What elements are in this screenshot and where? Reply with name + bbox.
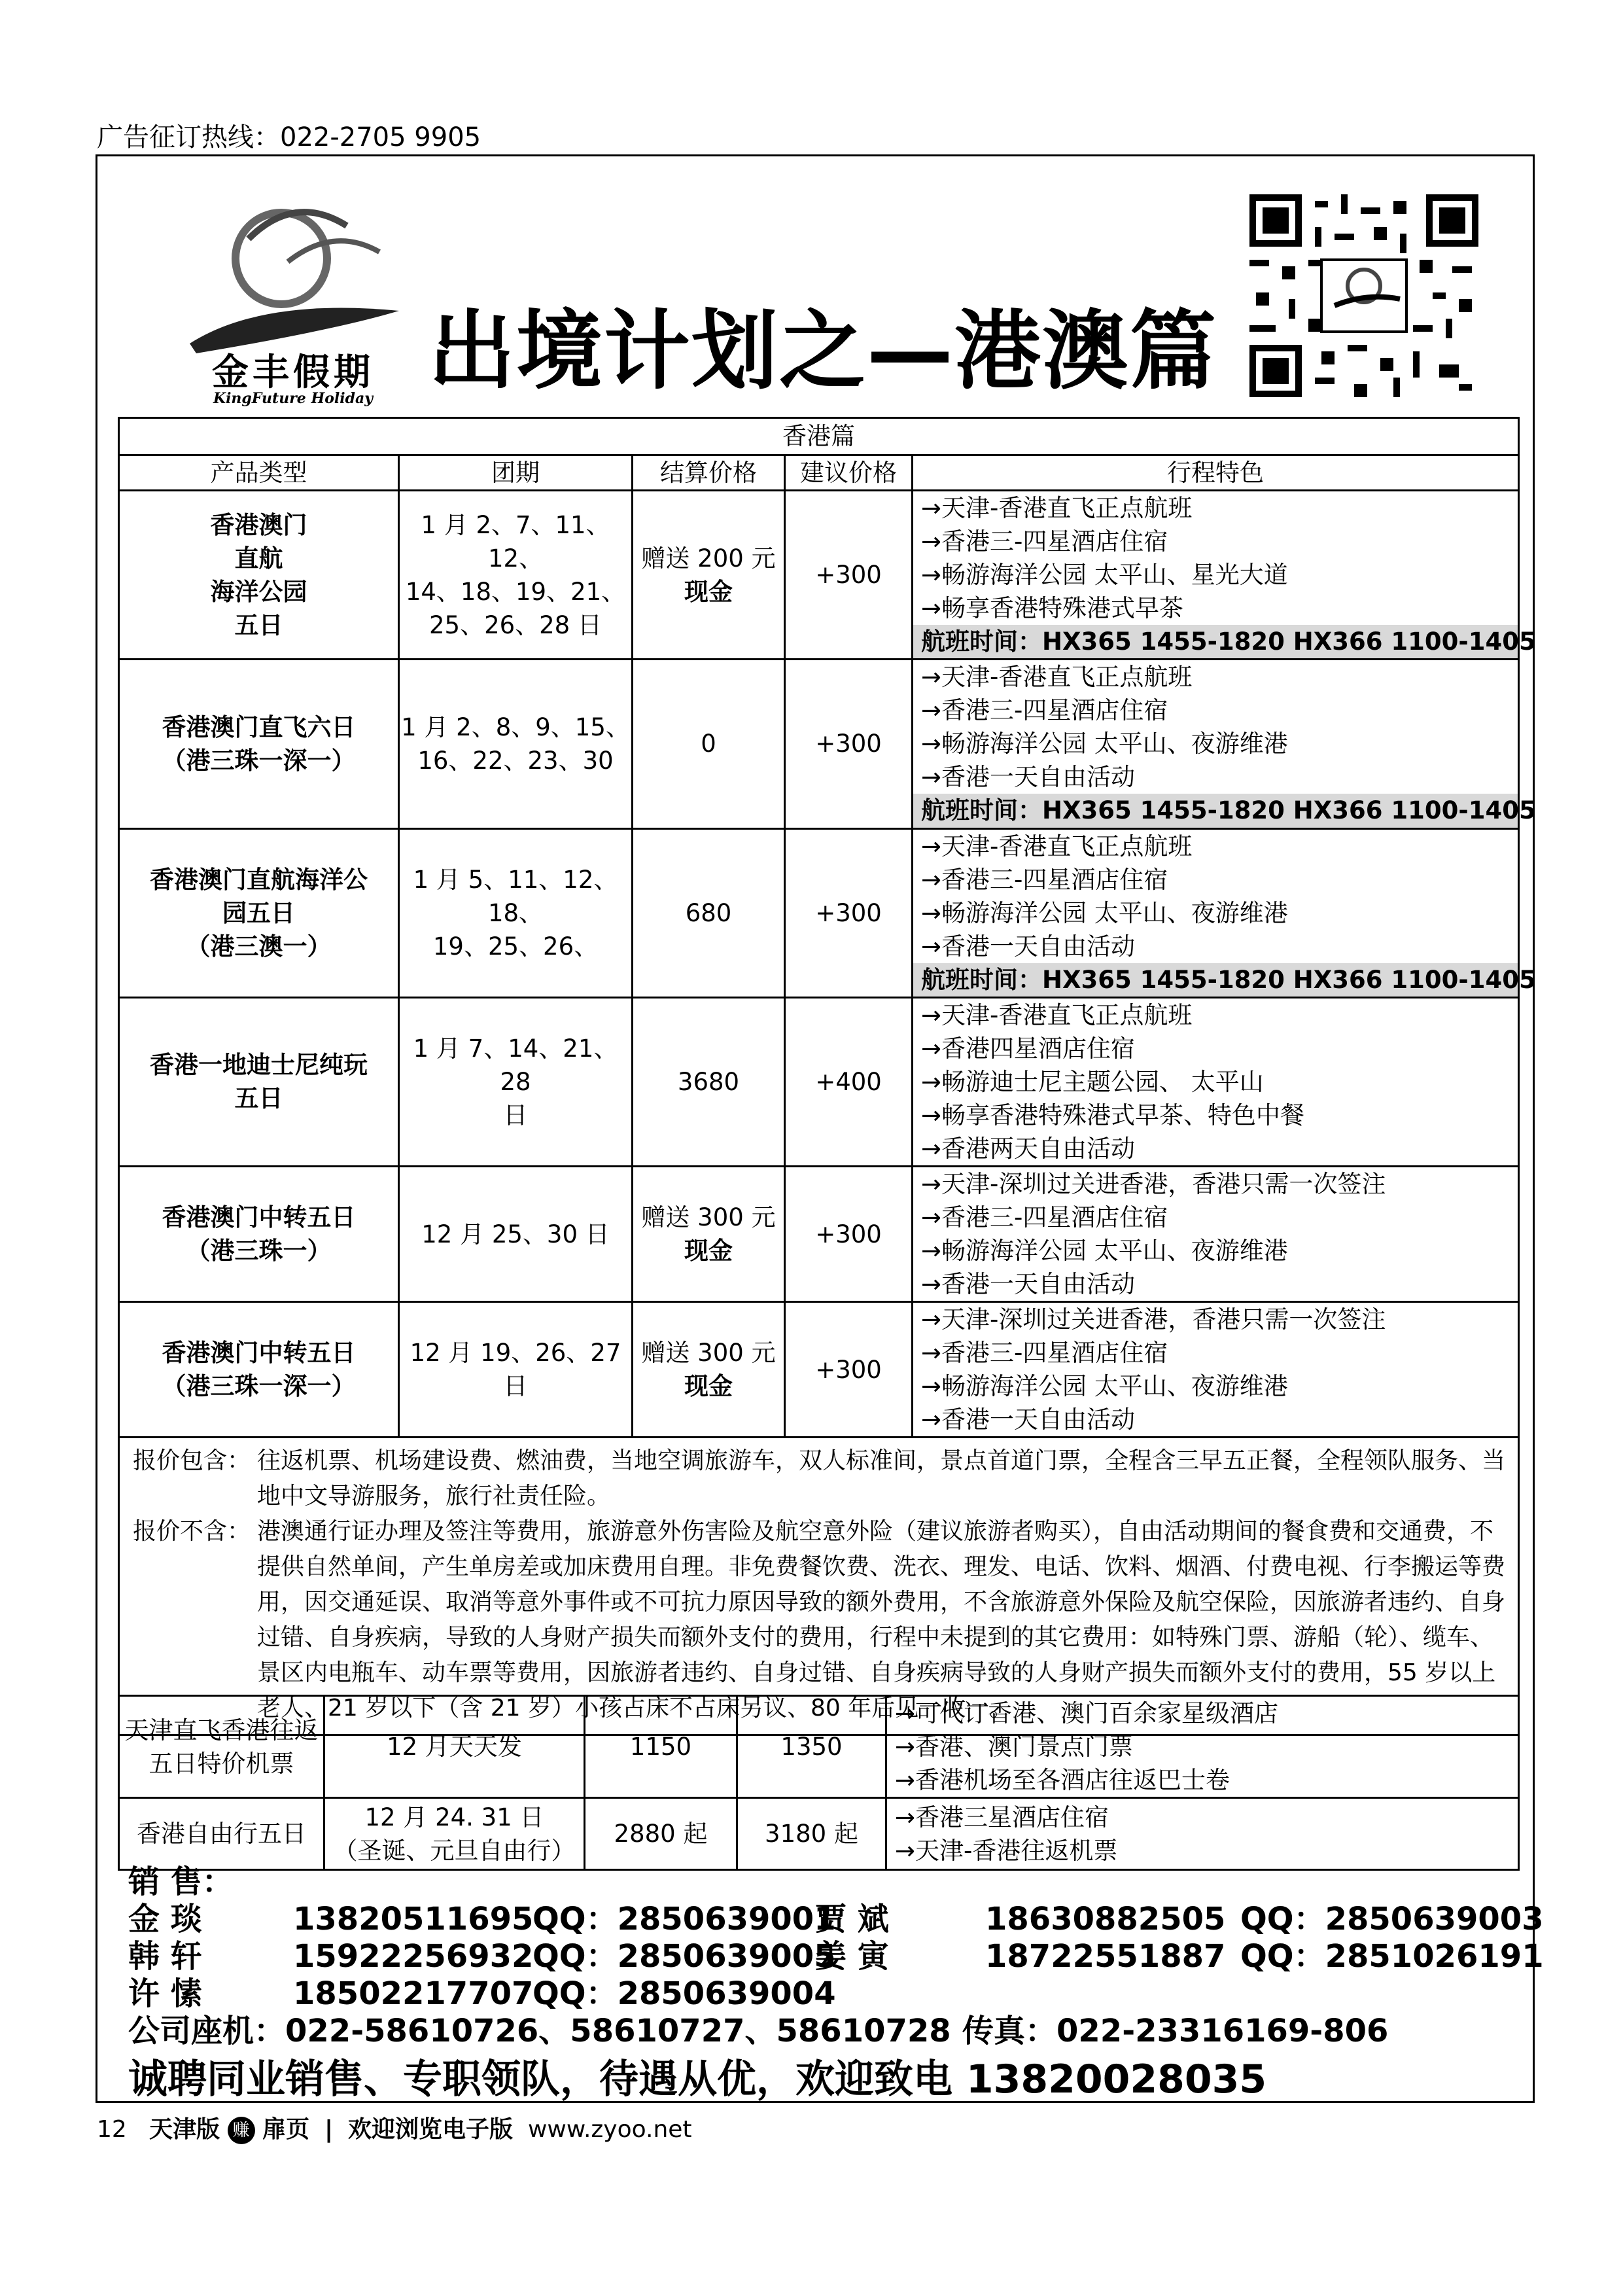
- table-row: [119, 491, 1519, 660]
- hong-kong-tour-table: [118, 417, 1536, 1736]
- header-dates: 团期: [399, 455, 633, 491]
- table-row: [119, 1302, 1519, 1438]
- suggest-price: +300: [785, 828, 913, 997]
- price-notes: [119, 1438, 1519, 1735]
- section-title: 香港篇: [119, 418, 1519, 455]
- extra-products-table: [118, 1695, 1520, 1871]
- product-name: 香港澳门直飞六日 （港三珠一深一）: [119, 660, 399, 828]
- sales-qq: QQ：2850639004: [532, 1975, 836, 2012]
- suggest-price: +300: [785, 1166, 913, 1301]
- table-row: [119, 1696, 1519, 1798]
- sales-phone: 18630882505: [985, 1901, 1226, 1937]
- sales-name: 韩 轩: [128, 1938, 202, 1975]
- settle-price: 赠送 300 元 现金: [633, 1302, 785, 1438]
- edition: 天津版: [149, 2116, 220, 2143]
- sales-name: 许 愫: [128, 1975, 202, 2012]
- settle-price: 赠送 300 元 现金: [633, 1166, 785, 1301]
- suggest-price: +300: [785, 660, 913, 828]
- sales-qq: QQ：2850639001: [532, 1901, 836, 1937]
- ad-hotline: 广告征订热线：022-2705 9905: [97, 122, 481, 152]
- header-suggest-price: 建议价格: [785, 455, 913, 491]
- suggest-price: +300: [785, 1302, 913, 1438]
- itinerary-features: →香港三星酒店住宿 →天津-香港往返机票: [886, 1798, 1519, 1870]
- excludes-text: 港澳通行证办理及签注等费用，旅游意外伤害险及航空意外险（建议旅游者购买），自由活动期间的餐食费和交通费，不提供自然单间，产生单房差或加床费用自理。非免费餐饮费、洗衣、理发、电话、饮料、烟酒、付费电视、行李搬运等费用，因交通延误、取消等意外事件或不可抗力原因导致的额外费用，不含旅游意外保险及航空保险，因旅游者违约、自身过错、自身疾病，导致的人身财产损失而额外支付的费用，行程中未提到的其它费用：如特殊门票、游船（轮）、缆车、景区内电瓶车、动车票等费用，因旅游者违约、自身过错、自身疾病导致的人身财产损失而额外支付的费用，55 岁以上老人、21 岁以下（含 21 岁）小孩占床不占床另议、80 年后见一收一。: [257, 1518, 1506, 1722]
- qr-code-icon: [1249, 194, 1478, 398]
- tour-dates: 12 月 19、26、27 日: [399, 1302, 633, 1438]
- notes-row: [119, 1438, 1519, 1735]
- sales-phone: 15922256932: [293, 1938, 534, 1975]
- website-link[interactable]: www.zyoo.net: [527, 2116, 692, 2143]
- sales-name: 姜 寅: [815, 1938, 889, 1975]
- flight-time: 航班时间：HX365 1455-1820 HX366 1100-1405: [913, 794, 1518, 827]
- tour-dates: 1 月 2、7、11、12、 14、18、19、21、 25、26、28 日: [399, 491, 633, 660]
- product-name: 香港澳门中转五日 （港三珠一深一）: [119, 1302, 399, 1438]
- header-product-type: 产品类型: [119, 455, 399, 491]
- table-row: [119, 828, 1519, 997]
- table-row: [119, 997, 1519, 1166]
- brand-badge-icon: 赚: [228, 2117, 255, 2144]
- itinerary-features: →天津-深圳过关进香港，香港只需一次签注 →香港三-四星酒店住宿 →畅游海洋公园 太平山、夜游维港 →香港一天自由活动: [913, 1302, 1519, 1438]
- itinerary-features: →天津-香港直飞正点航班 →香港三-四星酒店住宿 →畅游海洋公园 太平山、星光大道 →畅享香港特殊港式早茶 航班时间：HX365 1455-1820 HX366 1100-1405: [913, 491, 1519, 660]
- sales-name: 贾 斌: [815, 1901, 889, 1937]
- itinerary-features: →天津-香港直飞正点航班 →香港三-四星酒店住宿 →畅游海洋公园 太平山、夜游维港 →香港一天自由活动 航班时间：HX365 1455-1820 HX366 1100-1405: [913, 828, 1519, 997]
- settle-price: 赠送 200 元 现金: [633, 491, 785, 660]
- includes-text: 往返机票、机场建设费、燃油费，当地空调旅游车，双人标准间，景点首道门票，全程含三早五正餐，全程领队服务、当地中文导游服务，旅行社责任险。: [257, 1447, 1506, 1510]
- sales-label: 销 售：: [128, 1863, 234, 1900]
- table-row: [119, 660, 1519, 828]
- page-footer: [97, 2111, 692, 2144]
- header-itinerary: 行程特色: [913, 455, 1519, 491]
- includes-label: 报价包含：: [133, 1447, 251, 1475]
- page-number: 12: [97, 2116, 127, 2143]
- settle-price: 2880 起: [585, 1798, 737, 1870]
- tour-dates: 1 月 2、8、9、15、 16、22、23、30: [399, 660, 633, 828]
- product-name: 香港澳门直航海洋公 园五日 （港三澳一）: [119, 828, 399, 997]
- sales-phone: 13820511695: [293, 1901, 534, 1937]
- settle-price: 680: [633, 828, 785, 997]
- sales-name: 金 琰: [128, 1901, 202, 1937]
- suggest-price: 3180 起: [737, 1798, 886, 1870]
- tour-dates: 12 月 24. 31 日 （圣诞、元旦自由行）: [324, 1798, 585, 1870]
- logo-name: 金丰假期: [212, 351, 374, 394]
- settle-price: 3680: [633, 997, 785, 1166]
- itinerary-features: →天津-香港直飞正点航班 →香港三-四星酒店住宿 →畅游海洋公园 太平山、夜游维港 →香港一天自由活动 航班时间：HX365 1455-1820 HX366 1100-1405: [913, 660, 1519, 828]
- excludes-label: 报价不含：: [133, 1518, 251, 1545]
- itinerary-features: →天津-香港直飞正点航班 →香港四星酒店住宿 →畅游迪士尼主题公园、 太平山 →畅享香港特殊港式早茶、特色中餐 →香港两天自由活动: [913, 997, 1519, 1166]
- flight-time: 航班时间：HX365 1455-1820 HX366 1100-1405: [913, 963, 1518, 997]
- product-name: 香港自由行五日: [119, 1798, 324, 1870]
- sales-phone: 18722551887: [985, 1938, 1226, 1975]
- brand-name: 扉页: [262, 2116, 310, 2143]
- product-name: 香港澳门 直航 海洋公园 五日: [119, 491, 399, 660]
- product-name: 天津直飞香港往返 五日特价机票: [119, 1696, 324, 1798]
- suggest-price: +300: [785, 491, 913, 660]
- table-row: [119, 1166, 1519, 1301]
- settle-price: 0: [633, 660, 785, 828]
- sales-qq: QQ：2850639005: [532, 1938, 836, 1975]
- product-name: 香港澳门中转五日 （港三珠一）: [119, 1166, 399, 1301]
- itinerary-features: →可代订香港、澳门百余家星级酒店 →香港、澳门景点门票 →香港机场至各酒店往返巴士卷: [886, 1696, 1519, 1798]
- itinerary-features: →天津-深圳过关进香港，香港只需一次签注 →香港三-四星酒店住宿 →畅游海洋公园 太平山、夜游维港 →香港一天自由活动: [913, 1166, 1519, 1301]
- browse-text: 欢迎浏览电子版: [348, 2116, 514, 2143]
- tour-dates: 12 月天天发: [324, 1696, 585, 1798]
- footer-separator: |: [324, 2116, 334, 2143]
- header-settle-price: 结算价格: [633, 455, 785, 491]
- tour-dates: 1 月 5、11、12、18、 19、25、26、: [399, 828, 633, 997]
- tour-dates: 12 月 25、30 日: [399, 1166, 633, 1301]
- office-phone: 公司座机：022-58610726、58610727、58610728: [128, 2013, 951, 2049]
- suggest-price: +400: [785, 997, 913, 1166]
- suggest-price: 1350: [737, 1696, 886, 1798]
- flight-time: 航班时间：HX365 1455-1820 HX366 1100-1405: [913, 625, 1518, 658]
- sales-qq: QQ：2850639003: [1240, 1901, 1544, 1937]
- fax-number: 传真：022-23316169-806: [962, 2013, 1389, 2049]
- table-row: [119, 1798, 1519, 1870]
- recruitment-banner: 诚聘同业销售、专职领队，待遇从优，欢迎致电 13820028035: [128, 2057, 1267, 2102]
- sales-phone: 18502217707: [293, 1975, 534, 2012]
- settle-price: 1150: [585, 1696, 737, 1798]
- sales-qq: QQ：2851026191: [1240, 1938, 1544, 1975]
- page-title: 出境计划之—港澳篇: [428, 301, 1217, 402]
- tour-dates: 1 月 7、14、21、28 日: [399, 997, 633, 1166]
- product-name: 香港一地迪士尼纯玩 五日: [119, 997, 399, 1166]
- logo-subtitle: KingFuture Holiday: [213, 390, 374, 407]
